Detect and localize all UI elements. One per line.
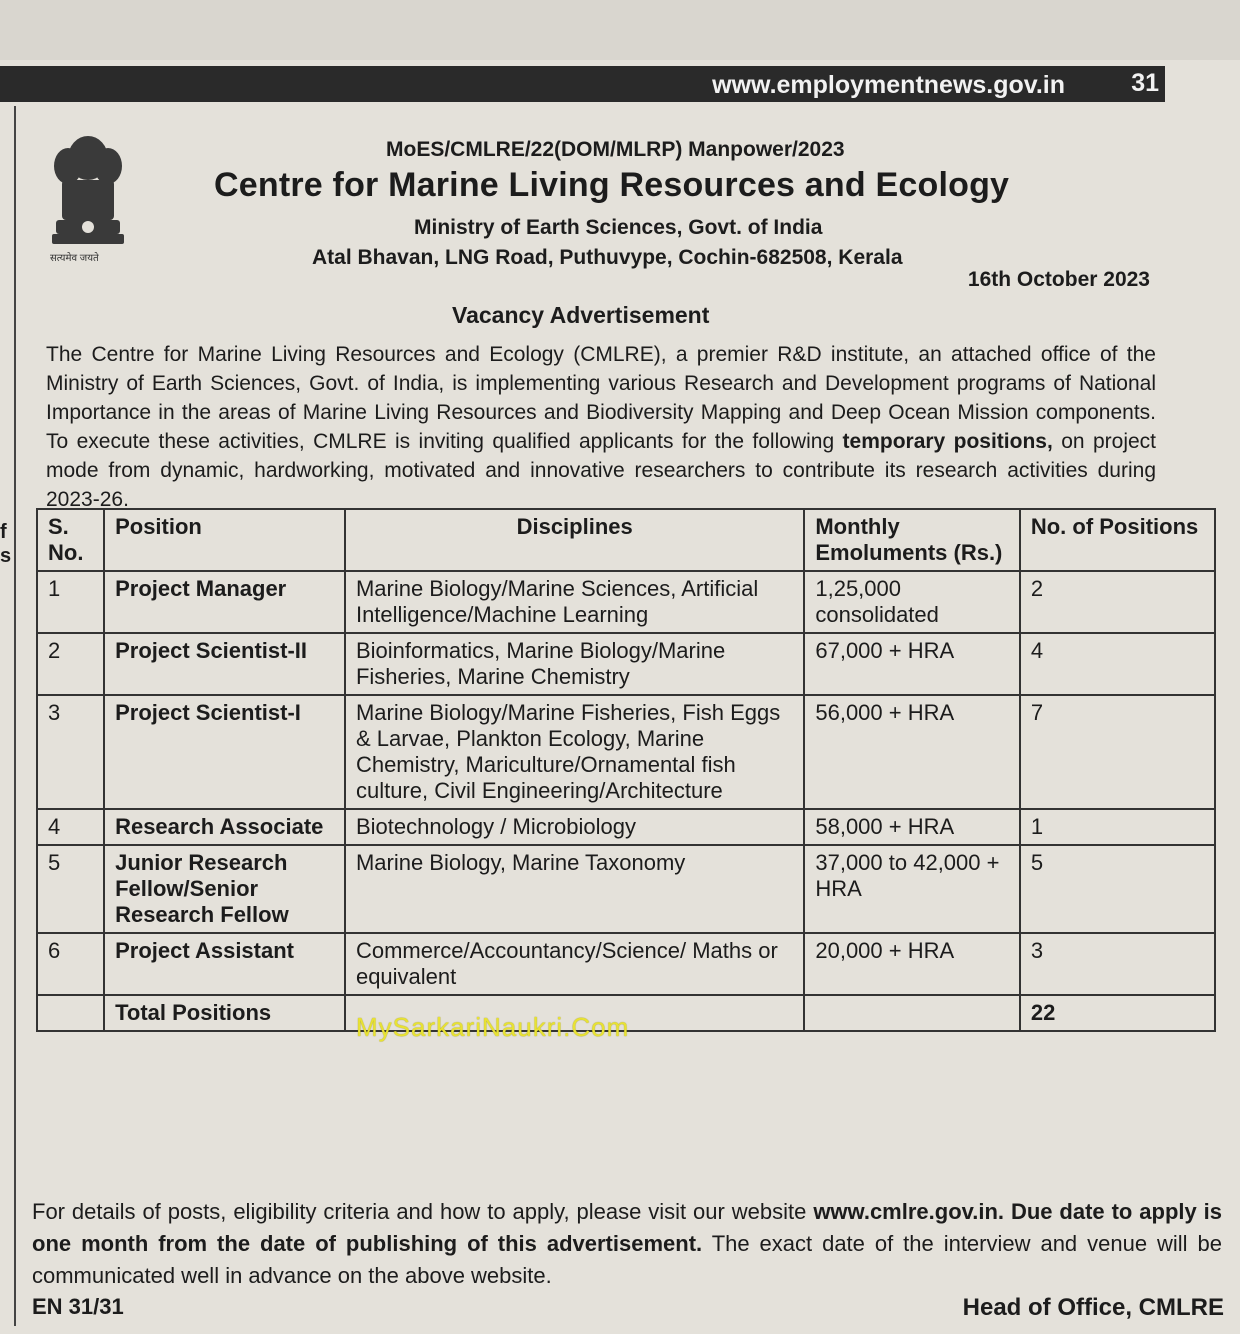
cell-disciplines: Commerce/Accountancy/Science/ Maths or equivalent: [345, 933, 804, 995]
header-emoluments: Monthly Emoluments (Rs.): [804, 509, 1019, 571]
cell-position: Project Scientist-I: [104, 695, 345, 809]
cell-position: Junior Research Fellow/Senior Research Fellow: [104, 845, 345, 933]
cell-empty: [804, 995, 1019, 1031]
cell-emoluments: 1,25,000 consolidated: [804, 571, 1019, 633]
cell-emoluments: 56,000 + HRA: [804, 695, 1019, 809]
footer-text-1: For details of posts, eligibility criteria and how to apply, please visit our website: [32, 1199, 814, 1224]
total-label: Total Positions: [104, 995, 345, 1031]
cell-count: 4: [1020, 633, 1215, 695]
cell-count: 5: [1020, 845, 1215, 933]
cell-sno: 4: [37, 809, 104, 845]
reference-number: MoES/CMLRE/22(DOM/MLRP) Manpower/2023: [386, 138, 845, 161]
cell-position: Project Manager: [104, 571, 345, 633]
intro-paragraph: [46, 340, 1156, 514]
header-disciplines: Disciplines: [345, 509, 804, 571]
emblem-motto: सत्यमेव जयते: [50, 253, 99, 264]
cell-count: 2: [1020, 571, 1215, 633]
header-page-number: 31: [1131, 69, 1159, 97]
table-row: [37, 695, 1215, 809]
cell-sno: 2: [37, 633, 104, 695]
header-count: No. of Positions: [1020, 509, 1215, 571]
signatory: Head of Office, CMLRE: [962, 1294, 1224, 1321]
footer-text-2: The exact date of the interview and venue will be communicated well in advance on the above website.: [32, 1231, 1222, 1288]
organization-name: Centre for Marine Living Resources and Ecology: [214, 166, 1010, 204]
cell-count: 3: [1020, 933, 1215, 995]
footer-paragraph: [32, 1196, 1222, 1292]
cell-disciplines: Marine Biology/Marine Fisheries, Fish Eggs & Larvae, Plankton Ecology, Marine Chemistry, Mariculture/Ornamental fish culture, Civil Engineering/Architecture: [345, 695, 804, 809]
cell-sno: 6: [37, 933, 104, 995]
intro-text-bold: temporary positions,: [842, 430, 1053, 453]
cell-count: 1: [1020, 809, 1215, 845]
cell-position: Project Assistant: [104, 933, 345, 995]
cell-sno: 5: [37, 845, 104, 933]
national-emblem-icon: [42, 130, 134, 268]
table-row: [37, 809, 1215, 845]
cell-position: Project Scientist-II: [104, 633, 345, 695]
advertisement-heading: Vacancy Advertisement: [452, 302, 710, 328]
table-header-row: [37, 509, 1215, 571]
cell-emoluments: 37,000 to 42,000 + HRA: [804, 845, 1019, 933]
cell-sno: 1: [37, 571, 104, 633]
table-row: [37, 845, 1215, 933]
header-position: Position: [104, 509, 345, 571]
cell-sno: 3: [37, 695, 104, 809]
cell-disciplines: Marine Biology, Marine Taxonomy: [345, 845, 804, 933]
intro-text-1: The Centre for Marine Living Resources and Ecology (CMLRE), a premier R&D institute, an attached office of the Ministry of Earth Sciences, Govt. of India, is implementing various Research and Development programs of National Importance in the areas of Marine Living Resources and Biodiversity Mapping and Deep Ocean Mission components. To execute these activities, CMLRE is inviting qualified applicants for the following: [46, 343, 1156, 453]
cell-emoluments: 67,000 + HRA: [804, 633, 1019, 695]
cell-disciplines: Biotechnology / Microbiology: [345, 809, 804, 845]
cell-emoluments: 58,000 + HRA: [804, 809, 1019, 845]
vacancy-table: [36, 508, 1216, 1032]
advertisement-code: EN 31/31: [32, 1294, 124, 1319]
table-row: [37, 933, 1215, 995]
table-row: [37, 633, 1215, 695]
margin-text-fragment: f s: [0, 521, 12, 567]
table-row: [37, 571, 1215, 633]
cell-count: 7: [1020, 695, 1215, 809]
cell-disciplines: Bioinformatics, Marine Biology/Marine Fisheries, Marine Chemistry: [345, 633, 804, 695]
cell-disciplines: Marine Biology/Marine Sciences, Artificial Intelligence/Machine Learning: [345, 571, 804, 633]
watermark: MySarkariNaukri.Com: [356, 1012, 630, 1042]
header-website: www.employmentnews.gov.in: [712, 71, 1065, 99]
intro-text-2: on project mode from dynamic, hardworking, motivated and innovative researchers to contribute its research activities during 2023-26.: [46, 430, 1157, 511]
advertisement-date: 16th October 2023: [967, 268, 1150, 291]
cell-empty: [37, 995, 104, 1031]
cell-position: Research Associate: [104, 809, 345, 845]
header-sno: S. No.: [37, 509, 104, 571]
cell-emoluments: 20,000 + HRA: [804, 933, 1019, 995]
address-line: Atal Bhavan, LNG Road, Puthuvype, Cochin-682508, Kerala: [312, 246, 903, 269]
ministry-line: Ministry of Earth Sciences, Govt. of India: [414, 216, 823, 239]
page-header-bar: [0, 66, 1165, 102]
footer-text-bold: www.cmlre.gov.in. Due date to apply is one month from the date of publishing of this advertisement.: [32, 1199, 1222, 1256]
total-value: 22: [1020, 995, 1215, 1031]
